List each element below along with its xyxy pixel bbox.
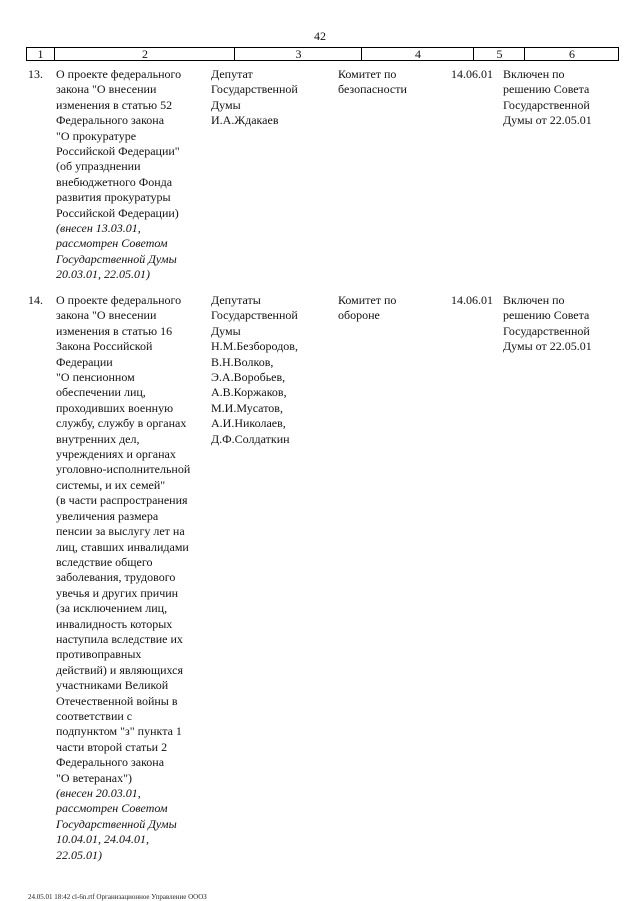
- text-line: части второй статьи 2: [56, 739, 168, 754]
- text-line: изменения в статью 16: [56, 323, 173, 338]
- text-line: подпунктом "з" пункта 1: [56, 724, 182, 739]
- text-line: И.А.Ждакаев: [211, 113, 279, 128]
- text-line: О проекте федерального: [56, 293, 182, 307]
- text-line: Депутат: [211, 67, 253, 81]
- text-line: Думы: [211, 323, 241, 338]
- footer-note: 24.05.01 18:42 cl-6n.rtf Организационное Управление ОООЗ: [28, 893, 207, 901]
- column-header-4: 4: [361, 48, 474, 60]
- text-line: (об упразднении: [56, 159, 141, 174]
- column-header-5: 5: [473, 48, 525, 60]
- text-line: обеспечении лиц,: [56, 385, 146, 400]
- text-line: изменения в статью 52: [56, 97, 173, 112]
- column-header-6: 6: [524, 48, 619, 60]
- text-line: наступила вследствие их: [56, 631, 183, 646]
- text-line: закона "О внесении: [56, 82, 157, 97]
- text-line: Федерального закона: [56, 755, 165, 770]
- text-line: Д.Ф.Солдаткин: [211, 431, 290, 446]
- text-line: внутренних дел,: [56, 431, 140, 446]
- text-line: Российской Федерации): [56, 205, 179, 220]
- text-line: участниками Великой: [56, 678, 169, 693]
- text-line: рассмотрен Советом: [56, 801, 168, 816]
- text-line: "О ветеранах"): [56, 770, 133, 785]
- text-line: соответствии с: [56, 708, 133, 723]
- text-line: Включен по: [503, 293, 565, 307]
- text-line: (в части распространения: [56, 493, 188, 508]
- text-line: увеличения размера: [56, 508, 159, 523]
- text-line: 10.04.01, 24.04.01,: [56, 832, 149, 847]
- text-line: (внесен 13.03.01,: [56, 221, 141, 236]
- text-line: уголовно-исполнительной: [56, 462, 191, 477]
- text-line: Государственной: [503, 323, 590, 338]
- page-number: 42: [314, 29, 326, 43]
- text-line: Государственной: [503, 97, 590, 112]
- text-line: решению Совета: [503, 308, 590, 323]
- text-line: (внесен 20.03.01,: [56, 786, 141, 800]
- text-line: рассмотрен Советом: [56, 236, 168, 251]
- text-line: А.В.Коржаков,: [211, 385, 287, 400]
- text-line: Э.А.Воробьев,: [211, 370, 286, 385]
- bill-status: [503, 67, 618, 129]
- text-line: О проекте федерального: [56, 67, 182, 81]
- text-line: В.Н.Волков,: [211, 354, 274, 369]
- text-line: вследствие общего: [56, 554, 153, 569]
- text-line: Государственной: [211, 308, 298, 323]
- text-line: Включен по: [503, 67, 565, 81]
- text-line: Закона Российской: [56, 339, 153, 354]
- text-line: Государственной Думы: [56, 816, 177, 831]
- text-line: А.И.Николаев,: [211, 416, 286, 431]
- bill-status: [503, 293, 618, 355]
- text-line: М.И.Мусатов,: [211, 400, 283, 415]
- text-line: Комитет по: [338, 67, 397, 81]
- column-header-row: [26, 47, 619, 61]
- text-line: инвалидность которых: [56, 616, 173, 631]
- text-line: Федерального закона: [56, 113, 165, 128]
- bill-title: [56, 293, 206, 863]
- text-line: внебюджетного Фонда: [56, 174, 173, 189]
- entry-number: 14.: [28, 293, 43, 307]
- bill-authors: [211, 293, 336, 447]
- text-line: Депутаты: [211, 293, 261, 307]
- bill-committee: [338, 293, 448, 324]
- text-line: Федерации: [56, 354, 113, 369]
- bill-date: 14.06.01: [451, 67, 493, 81]
- text-line: проходивших военную: [56, 400, 174, 415]
- text-line: решению Совета: [503, 82, 590, 97]
- text-line: "О пенсионном: [56, 370, 135, 385]
- bill-committee: [338, 67, 448, 98]
- text-line: увечья и других причин: [56, 585, 179, 600]
- text-line: Государственной Думы: [56, 251, 177, 266]
- text-line: лиц, ставших инвалидами: [56, 539, 189, 554]
- text-line: Комитет по: [338, 293, 397, 307]
- bill-authors: [211, 67, 336, 129]
- column-header-3: 3: [234, 48, 362, 60]
- column-header-1: 1: [37, 47, 44, 61]
- text-line: противоправных: [56, 647, 142, 662]
- text-line: закона "О внесении: [56, 308, 157, 323]
- text-line: безопасности: [338, 82, 407, 97]
- text-line: Н.М.Безбородов,: [211, 339, 298, 354]
- text-line: учреждениях и органах: [56, 447, 176, 462]
- bill-date: 14.06.01: [451, 293, 493, 307]
- entry-number: 13.: [28, 67, 43, 81]
- text-line: Государственной: [211, 82, 298, 97]
- text-line: системы, и их семей": [56, 477, 166, 492]
- text-line: заболевания, трудового: [56, 570, 176, 585]
- text-line: (за исключением лиц,: [56, 601, 168, 616]
- text-line: Российской Федерации": [56, 144, 180, 159]
- bill-title: [56, 67, 206, 283]
- text-line: службу, службу в органах: [56, 416, 187, 431]
- text-line: развития прокуратуры: [56, 190, 171, 205]
- text-line: Думы от 22.05.01: [503, 339, 592, 354]
- text-line: "О прокуратуре: [56, 128, 137, 143]
- text-line: 22.05.01): [56, 847, 102, 862]
- column-header-2: 2: [54, 48, 235, 60]
- text-line: действий) и являющихся: [56, 662, 184, 677]
- text-line: пенсии за выслугу лет на: [56, 524, 185, 539]
- text-line: Думы: [211, 97, 241, 112]
- text-line: обороне: [338, 308, 380, 323]
- text-line: 20.03.01, 22.05.01): [56, 267, 150, 282]
- text-line: Отечественной войны в: [56, 693, 178, 708]
- text-line: Думы от 22.05.01: [503, 113, 592, 128]
